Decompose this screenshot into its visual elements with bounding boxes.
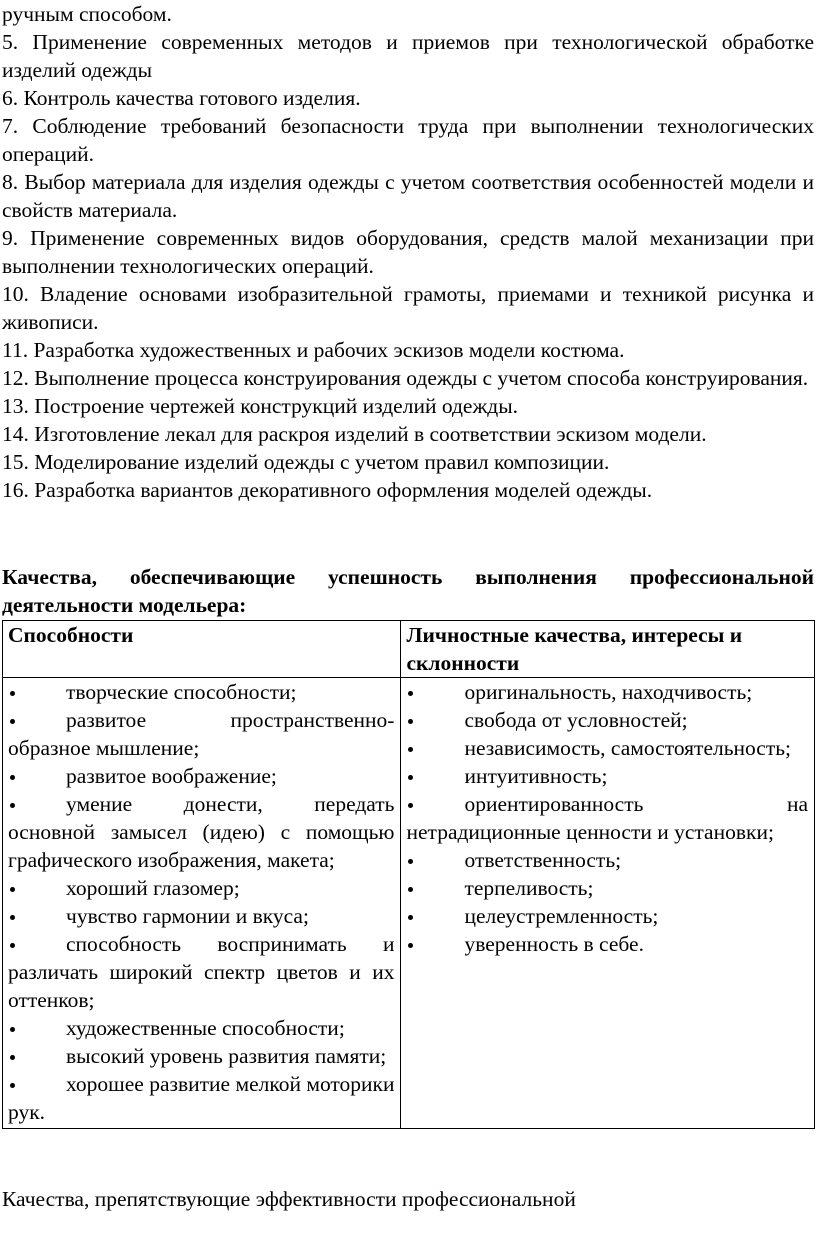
list-item: свобода от условностей; bbox=[464, 708, 688, 732]
personal-qualities-cell bbox=[401, 678, 815, 1129]
list-item: художественные способности; bbox=[66, 1016, 345, 1040]
list-item: творческие способности; bbox=[66, 680, 297, 704]
list-item: 15. Моделирование изделий одежды с учетом правил композиции. bbox=[2, 450, 610, 474]
list-item: 6. Контроль качества готового изделия. bbox=[2, 86, 361, 110]
list-item: способность воспринимать и различать широкий спектр цветов и их оттенков; bbox=[8, 932, 395, 1012]
list-item: 11. Разработка художественных и рабочих эскизов модели костюма. bbox=[2, 338, 625, 362]
list-item: терпеливость; bbox=[464, 876, 594, 900]
list-item: оригинальность, находчивость; bbox=[464, 680, 753, 704]
list-item: 7. Соблюдение требований безопасности труда при выполнении технологических операций. bbox=[2, 114, 814, 166]
list-item: 9. Применение современных видов оборудования, средств малой механизации при выполнении технологических операций. bbox=[2, 226, 814, 278]
list-item: 13. Построение чертежей конструкций изделий одежды. bbox=[2, 394, 519, 418]
list-item: интуитивность; bbox=[464, 764, 608, 788]
personal-qualities-header: Личностные качества, интересы и склонности bbox=[401, 621, 815, 678]
list-item: чувство гармонии и вкуса; bbox=[66, 904, 309, 928]
list-item: развитое воображение; bbox=[66, 764, 277, 788]
abilities-cell bbox=[3, 678, 401, 1129]
list-item: 5. Применение современных методов и приемов при технологической обработке изделий одежды bbox=[2, 30, 814, 82]
list-item: уверенность в себе. bbox=[464, 932, 644, 956]
table-header-row bbox=[3, 621, 815, 678]
abilities-header: Способности bbox=[3, 621, 401, 678]
list-item: 14. Изготовление лекал для раскроя изделий в соответствии эскизом модели. bbox=[2, 422, 707, 446]
list-item: хорошее развитие мелкой моторики рук. bbox=[8, 1072, 395, 1124]
list-item: развитое пространственно-образное мышление; bbox=[8, 708, 395, 760]
list-item: высокий уровень развития памяти; bbox=[66, 1044, 387, 1068]
abilities-list bbox=[8, 678, 394, 1126]
list-item: 16. Разработка вариантов декоративного оформления моделей одежды. bbox=[2, 478, 653, 502]
list-item: ответственность; bbox=[464, 848, 622, 872]
next-section-heading: Качества, препятствующие эффективности профессиональной bbox=[2, 1187, 576, 1211]
qualities-table bbox=[2, 620, 815, 1129]
list-item: 12. Выполнение процесса конструирования одежды с учетом способа конструирования. bbox=[2, 366, 809, 390]
personal-qualities-list bbox=[406, 678, 808, 958]
table-row bbox=[3, 678, 815, 1129]
list-item: ориентированность на нетрадиционные ценности и установки; bbox=[406, 792, 808, 844]
list-item: 8. Выбор материала для изделия одежды с учетом соответствия особенностей модели и свойств материала. bbox=[2, 170, 814, 222]
list-item: независимость, самостоятельность; bbox=[464, 736, 792, 760]
list-item: ручным способом. bbox=[2, 2, 172, 26]
list-item: умение донести, передать основной замысел (идею) с помощью графического изображения, макета; bbox=[8, 792, 395, 872]
competency-list bbox=[2, 0, 814, 504]
section-heading: Качества, обеспечивающие успешность выполнения профессиональной деятельности модельера: bbox=[2, 565, 814, 617]
list-item: хороший глазомер; bbox=[66, 876, 240, 900]
section-heading-block bbox=[2, 563, 814, 619]
list-item: целеустремленность; bbox=[464, 904, 659, 928]
list-item: 10. Владение основами изобразительной грамоты, приемами и техникой рисунка и живописи. bbox=[2, 282, 814, 334]
